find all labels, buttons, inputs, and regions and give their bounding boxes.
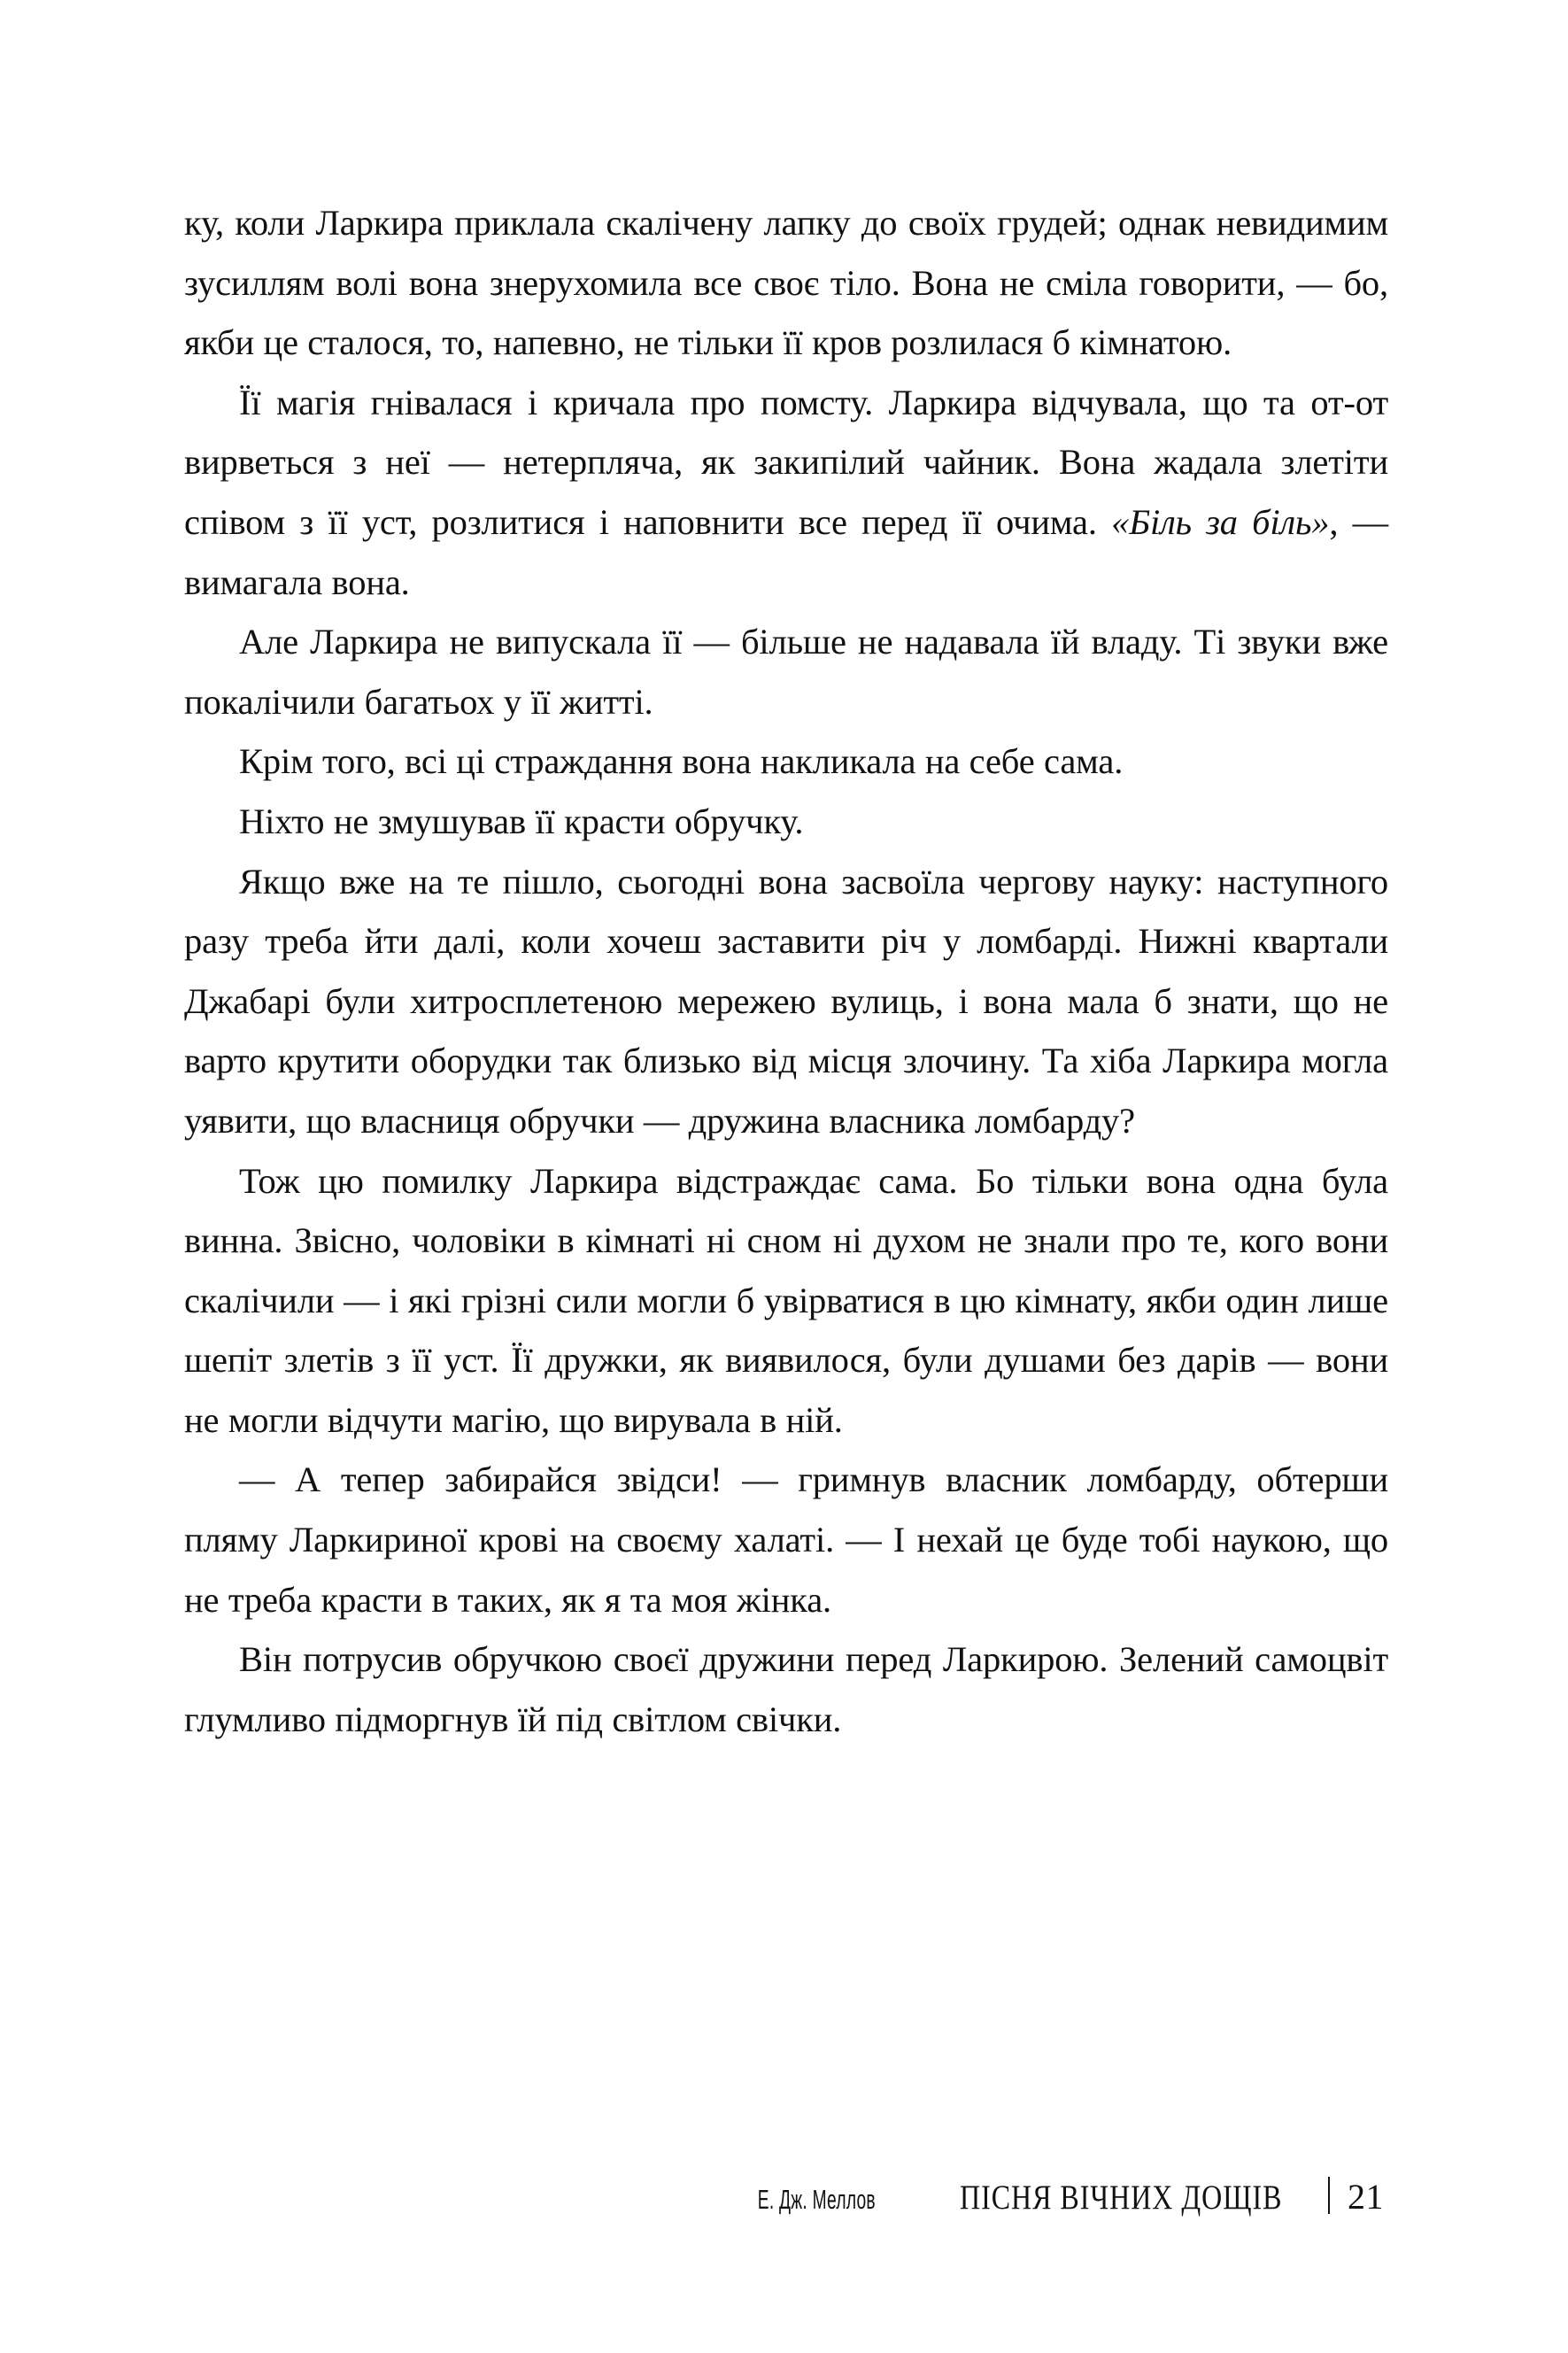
paragraph-2-text-before-italic: Її магія гнівалася і кричала про помсту. Ларкира відчувала, що та от-от вирветься з неї — нетерпляча, як закипілий чайник. Вона жадала злетіти співом з її уст, розлитися і наповнити все перед її очима.	[184, 382, 1388, 542]
footer-author-name: Е. Дж. Меллов	[757, 2184, 876, 2215]
paragraph-8: — А тепер забирайся звідси! — гримнув власник ломбарду, обтерши пляму Ларкириної крові на своєму халаті. — І нехай це буде тобі наукою, що не треба красти в таких, як я та моя жінка.	[184, 1459, 1388, 1620]
body-text-column	[184, 193, 1388, 1749]
paragraph-2-italic-phrase: «Біль за біль»	[1111, 501, 1330, 542]
page-footer	[184, 2171, 1384, 2225]
page-number: 21	[1348, 2177, 1384, 2217]
paragraph-1: ку, коли Ларкира приклала скалічену лапку до своїх грудей; однак невидимим зусиллям волі вона знерухомила все своє тіло. Вона не сміла говорити, — бо, якби це сталося, то, напевно, не тільки її кров розлилася б кімнатою.	[184, 203, 1388, 363]
paragraph-3: Але Ларкира не випускала її — більше не надавала їй владу. Ті звуки вже покалічили багатьох у її житті.	[184, 622, 1388, 722]
paragraph-5: Ніхто не змушував її красти обручку.	[239, 801, 804, 841]
footer-separator-rule	[1328, 2177, 1330, 2214]
paragraph-9: Він потрусив обручкою своєї дружини перед Ларкирою. Зелений самоцвіт глумливо підморгнув їй під світлом свічки.	[184, 1639, 1388, 1739]
footer-book-title: ПІСНЯ ВІЧНИХ ДОЩІВ	[959, 2179, 1283, 2217]
paragraph-4: Крім того, всі ці страждання вона накликала на себе сама.	[239, 741, 1124, 782]
paragraph-2	[184, 373, 1388, 612]
paragraph-2-text-after-italic: , — вимагала вона.	[184, 501, 1388, 602]
paragraph-7: Тож цю помилку Ларкира відстраждає сама. Бо тільки вона одна була винна. Звісно, чоловіки в кімнаті ні сном ні духом не знали про те, кого вони скалічили — і які грізні сили могли б увірватися в цю кімнату, якби один лише шепіт злетів з її уст. Її дружки, як виявилося, були душами без дарів — вони не могли відчути магію, що вирувала в ній.	[184, 1160, 1388, 1440]
paragraph-6: Якщо вже на те пішло, сьогодні вона засвоїла чергову науку: наступного разу треба йти далі, коли хочеш заставити річ у ломбарді. Нижні квартали Джабарі були хитросплетеною мережею вулиць, і вона мала б знати, що не варто крутити оборудки так близько від місця злочину. Та хіба Ларкира могла уявити, що власниця обручки — дружина власника ломбарду?	[184, 861, 1388, 1141]
